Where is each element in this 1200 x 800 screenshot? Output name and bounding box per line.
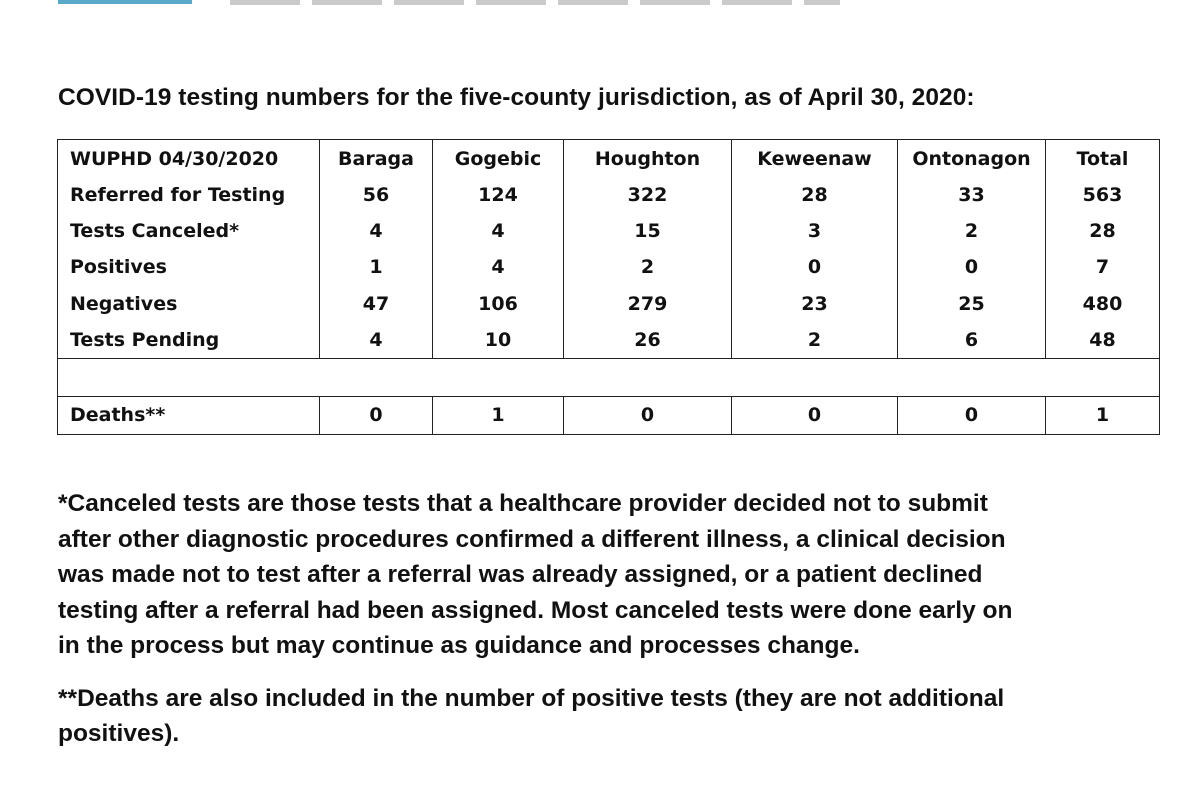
footnote-line: **Deaths are also included in the number of positive tests (they are not additional (58, 684, 1005, 712)
table-cell: 4 (320, 322, 433, 359)
table-cell: 23 (732, 286, 898, 322)
table-cell: 0 (564, 396, 732, 434)
table-cell: 0 (320, 396, 433, 434)
header-cell-gogebic: Gogebic (433, 140, 564, 178)
empty-cell (58, 358, 1160, 396)
table-cell: 28 (1046, 213, 1160, 249)
header-cell-keweenaw: Keweenaw (732, 140, 898, 178)
table-row-deaths (58, 396, 1160, 434)
table-cell: 26 (564, 322, 732, 359)
row-label: Tests Pending (58, 322, 320, 359)
table-cell: 480 (1046, 286, 1160, 322)
table-cell: 47 (320, 286, 433, 322)
header-cell-baraga: Baraga (320, 140, 433, 178)
table-cell: 1 (433, 396, 564, 434)
header-cell-ontonagon: Ontonagon (898, 140, 1046, 178)
table-cell: 33 (898, 177, 1046, 213)
table-cell: 1 (320, 249, 433, 285)
table-header-row (58, 140, 1160, 178)
footnote-line: in the process but may continue as guidance and processes change. (58, 632, 860, 659)
row-label: Positives (58, 249, 320, 285)
row-label: Referred for Testing (58, 177, 320, 213)
row-label: Negatives (58, 286, 320, 322)
header-cell-houghton: Houghton (564, 140, 732, 178)
footnote-gap (58, 664, 1168, 681)
footnote-line: after other diagnostic procedures confirmed a different illness, a clinical decision (58, 525, 1006, 553)
canceled-tests-footnote (58, 486, 1168, 664)
table-cell: 3 (732, 213, 898, 249)
table-cell: 7 (1046, 249, 1160, 285)
table-cell: 0 (732, 396, 898, 434)
table-cell: 6 (898, 322, 1046, 359)
table-cell: 563 (1046, 177, 1160, 213)
footnote-line: *Canceled tests are those tests that a healthcare provider decided not to submit (58, 490, 988, 517)
footnote-line: positives). (58, 720, 180, 747)
table-cell: 4 (320, 213, 433, 249)
table-cell: 48 (1046, 322, 1160, 359)
row-label: Deaths** (58, 396, 320, 434)
table-cell: 2 (732, 322, 898, 359)
table-cell: 56 (320, 177, 433, 213)
footnote-line: testing after a referral had been assigned. Most canceled tests were done early on (58, 596, 1013, 624)
table-row-pending (58, 322, 1160, 359)
cropped-header-text (230, 0, 840, 5)
table-cell: 2 (898, 213, 1046, 249)
table-cell: 4 (433, 249, 564, 285)
deaths-footnote (58, 681, 1168, 752)
table-cell: 0 (898, 396, 1046, 434)
table-cell: 25 (898, 286, 1046, 322)
table-cell: 279 (564, 286, 732, 322)
table-cell: 4 (433, 213, 564, 249)
testing-numbers-table (57, 139, 1160, 435)
table-row-canceled (58, 213, 1160, 249)
table-cell: 322 (564, 177, 732, 213)
table-cell: 106 (433, 286, 564, 322)
header-cell-total: Total (1046, 140, 1160, 178)
table-cell: 0 (732, 249, 898, 285)
table-cell: 28 (732, 177, 898, 213)
header-cell-report-date: WUPHD 04/30/2020 (58, 140, 320, 178)
table-cell: 10 (433, 322, 564, 359)
table-cell: 1 (1046, 396, 1160, 434)
table-cell: 15 (564, 213, 732, 249)
table-cell: 2 (564, 249, 732, 285)
footnotes (58, 486, 1168, 752)
table-row-negatives (58, 286, 1160, 322)
table-cell: 0 (898, 249, 1046, 285)
header-accent-bar (58, 0, 192, 4)
table-cell: 124 (433, 177, 564, 213)
table-spacer-row (58, 358, 1160, 396)
table-row-referred (58, 177, 1160, 213)
page-title: COVID-19 testing numbers for the five-county jurisdiction, as of April 30, 2020: (58, 84, 975, 111)
table-row-positives (58, 249, 1160, 285)
footnote-line: was made not to test after a referral was already assigned, or a patient declined (58, 561, 983, 588)
row-label: Tests Canceled* (58, 213, 320, 249)
